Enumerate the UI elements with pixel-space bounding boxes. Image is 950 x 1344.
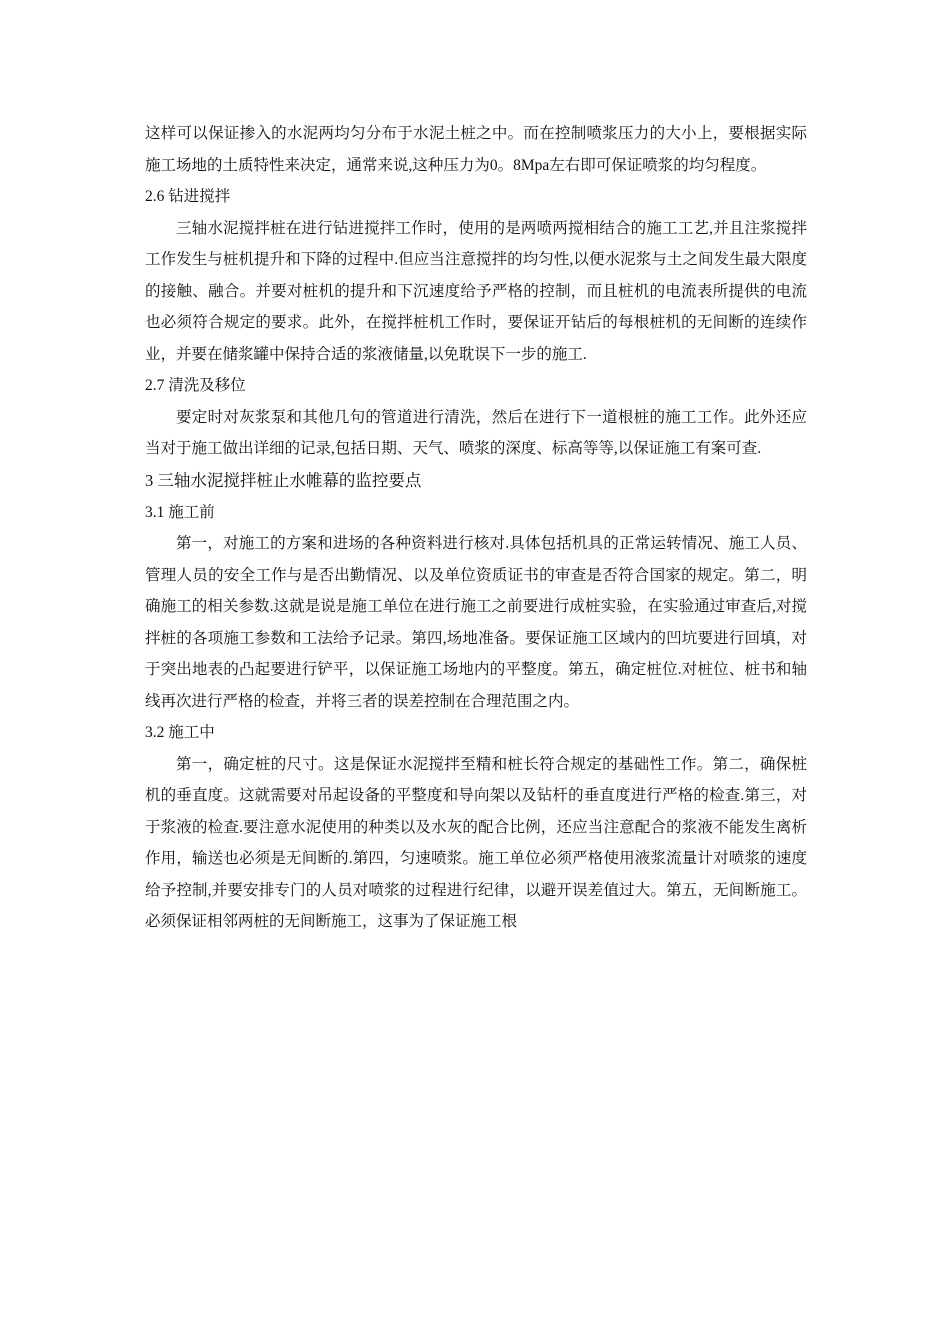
paragraph-continued: 这样可以保证掺入的水泥两均匀分布于水泥土桩之中。而在控制喷浆压力的大小上，要根据实际施工场地的土质特性来决定，通常来说,这种压力为0。8Mpa左右即可保证喷浆的均匀程度。 (145, 125, 807, 174)
heading-3-2: 3.2 施工中 (145, 724, 215, 741)
paragraph-2-7: 要定时对灰浆泵和其他几句的管道进行清洗，然后在进行下一道根桩的施工工作。此外还应当对于施工做出详细的记录,包括日期、天气、喷浆的深度、标高等等,以保证施工有案可查. (145, 408, 807, 457)
document-body (145, 118, 807, 938)
heading-2-6: 2.6 钻进搅拌 (145, 188, 231, 205)
heading-3-1: 3.1 施工前 (145, 503, 215, 521)
heading-2-7: 2.7 清洗及移位 (145, 377, 246, 394)
heading-3: 3 三轴水泥搅拌桩止水帷幕的监控要点 (145, 470, 422, 490)
paragraph-3-2: 第一，确定桩的尺寸。这是保证水泥搅拌至精和桩长符合规定的基础性工作。第二，确保桩机的垂直度。这就需要对吊起设备的平整度和导向架以及钻杆的垂直度进行严格的检查.第三，对于浆液的检查.要注意水泥使用的种类以及水灰的配合比例，还应当注意配合的浆液不能发生离析作用，输送也必须是无间断的.第四，匀速喷浆。施工单位必须严格使用液浆流量计对喷浆的速度给予控制,并要安排专门的人员对喷浆的过程进行纪律，以避开误差值过大。第五，无间断施工。必须保证相邻两桩的无间断施工，这事为了保证施工根 (145, 755, 807, 930)
paragraph-2-6: 三轴水泥搅拌桩在进行钻进搅拌工作时，使用的是两喷两搅相结合的施工工艺,并且注浆搅拌工作发生与桩机提升和下降的过程中.但应当注意搅拌的均匀性,以便水泥浆与土之间发生最大限度的接触、融合。并要对桩机的提升和下沉速度给予严格的控制，而且桩机的电流表所提供的电流也必须符合规定的要求。此外，在搅拌桩机工作时，要保证开钻后的每根桩机的无间断的连续作业，并要在储浆罐中保持合适的浆液储量,以免耽误下一步的施工. (145, 219, 807, 363)
paragraph-3-1: 第一，对施工的方案和进场的各种资料进行核对.具体包括机具的正常运转情况、施工人员、管理人员的安全工作与是否出勤情况、以及单位资质证书的审查是否符合国家的规定。第二，明确施工的相关参数.这就是说是施工单位在进行施工之前要进行成桩实验，在实验通过审查后,对搅拌桩的各项施工参数和工法给予记录。第四,场地准备。要保证施工区域内的凹坑要进行回填，对于突出地表的凸起要进行铲平，以保证施工场地内的平整度。第五，确定桩位.对桩位、桩书和轴线再次进行严格的检查，并将三者的误差控制在合理范围之内。 (145, 535, 807, 710)
